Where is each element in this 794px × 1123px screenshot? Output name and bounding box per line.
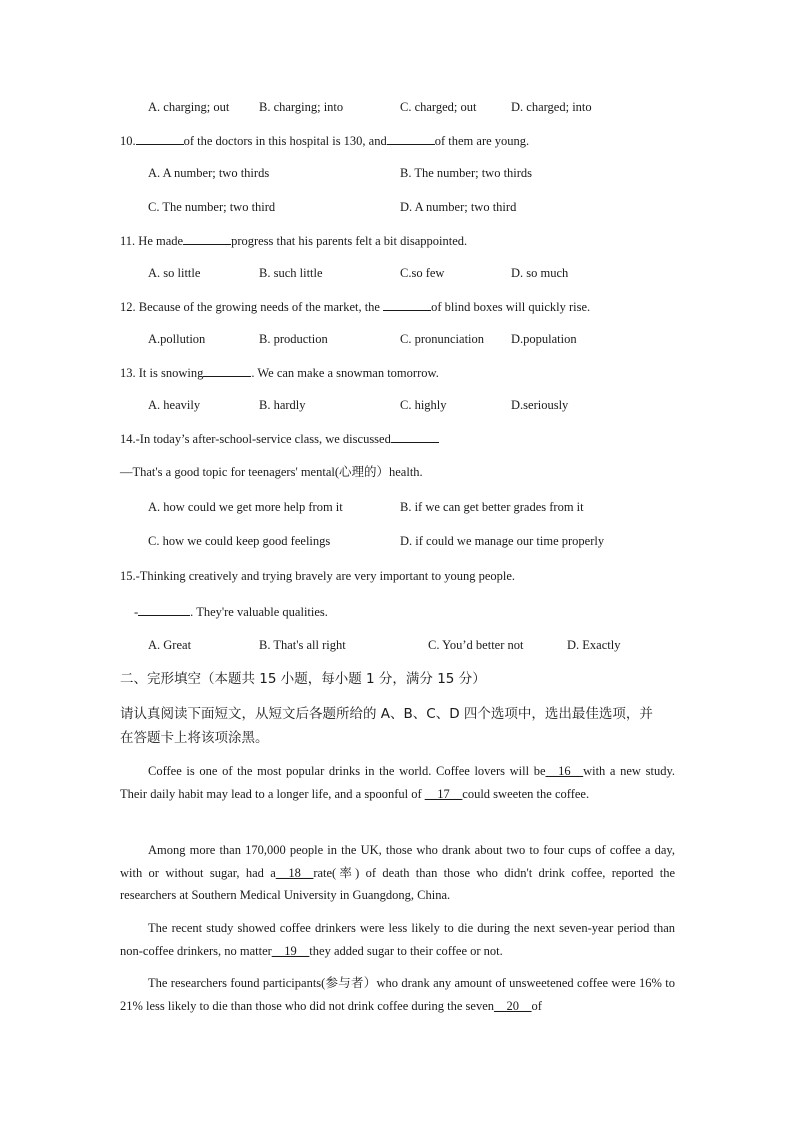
q13-stem — [120, 364, 439, 381]
blank-19: __19__ — [271, 943, 310, 958]
section-title: 二、完形填空（本题共 15 小题，每小题 1 分，满分 15 分） — [120, 671, 486, 687]
q15-option-d: D. Exactly — [567, 638, 621, 652]
q13-post: . We can make a snowman tomorrow. — [251, 366, 439, 380]
q13-option-c: C. highly — [400, 398, 447, 412]
q11-pre: 11. He made — [120, 234, 184, 248]
p3-text-a: The recent study showed coffee drinkers were less likely to die during the next seven-year period than non-coffee drinkers, no matter — [120, 921, 675, 958]
p2-text-a: Among more than 170,000 people in the UK, those who drank about two to four cups of coffee a day, with or without sugar, had a — [120, 843, 675, 880]
q10-middle: of the doctors in this hospital is 130, and — [183, 134, 387, 148]
blank-20: __20__ — [494, 998, 532, 1013]
blank-18: __18__ — [275, 865, 314, 880]
p4-text-b: of — [531, 998, 542, 1013]
q10-end: of them are young. — [434, 134, 530, 148]
q10-option-c: C. The number; two third — [148, 200, 276, 214]
q12-post: of blind boxes will quickly rise. — [431, 300, 591, 314]
q13-option-b: B. hardly — [259, 398, 306, 412]
q12-blank — [383, 298, 431, 311]
q11-option-a: A. so little — [148, 266, 201, 280]
q12-option-d: D.population — [511, 332, 577, 346]
q13-option-d: D.seriously — [511, 398, 569, 412]
q15-option-b: B. That's all right — [259, 638, 346, 652]
q9-option-d: D. charged; into — [511, 100, 592, 114]
q15-option-c: C. You’d better not — [428, 638, 524, 652]
q11-option-b: B. such little — [259, 266, 323, 280]
p1-text-b: with a new study. Their daily habit may lead to a longer life, and a spoonful of — [120, 764, 676, 801]
q10-option-a: A. A number; two thirds — [148, 166, 270, 180]
q12-pre: 12. Because of the growing needs of the market, the — [120, 300, 380, 314]
passage-paragraph-1 — [120, 760, 675, 805]
q13-option-a: A. heavily — [148, 398, 201, 412]
blank-16: __16__ — [545, 764, 584, 778]
q10-option-d: D. A number; two third — [400, 200, 517, 214]
q12-stem — [120, 298, 590, 315]
q12-option-a: A.pollution — [148, 332, 206, 346]
section-instruction-line-2: 在答题卡上将该项涂黑。 — [120, 730, 269, 746]
q14-option-c: C. how we could keep good feelings — [148, 534, 331, 548]
passage-paragraph-4 — [120, 972, 675, 1017]
p3-text-b: they added sugar to their coffee or not. — [309, 943, 503, 958]
q10-blank-1 — [136, 132, 184, 145]
p1-text-a: Coffee is one of the most popular drinks in the world. Coffee lovers will be — [148, 764, 546, 778]
q13-blank — [203, 364, 251, 377]
p1-text-c: could sweeten the coffee. — [462, 786, 590, 801]
p4-text-a: The researchers found participants(参与者）who drank any amount of unsweetened coffee were 16% to 21% less likely to die than those who did not drink coffee during the seven — [120, 976, 675, 1013]
q14-blank — [391, 430, 439, 443]
q10-stem — [120, 132, 529, 149]
q14-option-a: A. how could we get more help from it — [148, 500, 343, 514]
blank-17: __17__ — [424, 786, 463, 801]
q15-reply-post: . They're valuable qualities. — [190, 605, 328, 619]
p2-text-b: rate(率) of death than those who didn't drink coffee, reported the researchers at Southern Medical University in Guangdong, China. — [120, 865, 675, 902]
q10-blank-2 — [387, 132, 435, 145]
passage-paragraph-2 — [120, 839, 675, 907]
q12-option-c: C. pronunciation — [400, 332, 485, 346]
q9-option-a: A. charging; out — [148, 100, 230, 114]
q14-pre: 14.-In today’s after-school-service class, we discussed — [120, 432, 391, 446]
q14-option-d: D. if could we manage our time properly — [400, 534, 605, 548]
q11-blank — [183, 232, 231, 245]
q9-option-b: B. charging; into — [259, 100, 344, 114]
q11-post: progress that his parents felt a bit disappointed. — [231, 234, 468, 248]
q13-pre: 13. It is snowing — [120, 366, 204, 380]
q14-stem — [120, 430, 439, 447]
q11-option-c: C.so few — [400, 266, 445, 280]
passage-paragraph-3 — [120, 917, 675, 962]
q14-reply: —That's a good topic for teenagers' mental(心理的）health. — [120, 465, 423, 479]
q15-blank — [138, 603, 190, 616]
section-instruction-line-1: 请认真阅读下面短文，从短文后各题所给的 A、B、C、D 四个选项中，选出最佳选项，并 — [120, 706, 653, 722]
q11-stem — [120, 232, 467, 249]
q15-reply — [134, 603, 328, 620]
q15-stem: 15.-Thinking creatively and trying bravely are very important to young people. — [120, 569, 516, 583]
q14-option-b: B. if we can get better grades from it — [400, 500, 584, 514]
q11-option-d: D. so much — [511, 266, 569, 280]
q10-number: 10. — [120, 134, 136, 148]
q15-reply-pre: - — [134, 605, 139, 619]
q15-option-a: A. Great — [148, 638, 192, 652]
q10-option-b: B. The number; two thirds — [400, 166, 533, 180]
q9-option-c: C. charged; out — [400, 100, 477, 114]
q12-option-b: B. production — [259, 332, 328, 346]
